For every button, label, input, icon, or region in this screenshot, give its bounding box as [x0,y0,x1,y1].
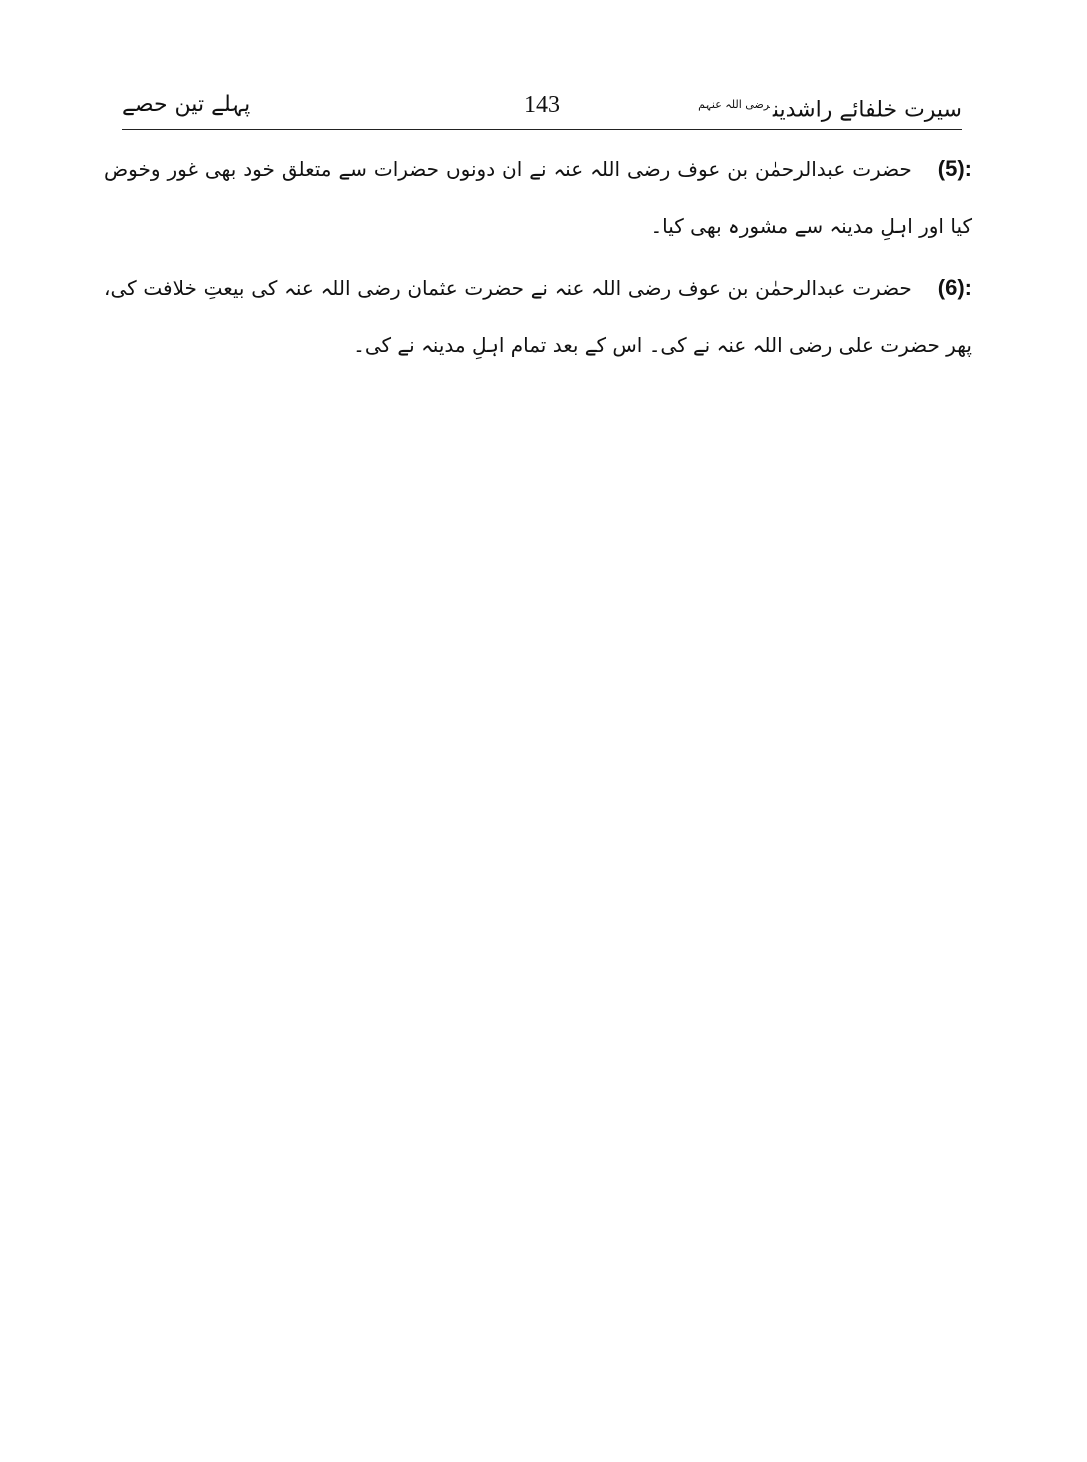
section-title: پہلے تین حصے [122,92,251,117]
body-text [104,140,972,378]
honorific-mark: رضی اللہ عنہم [698,98,770,111]
paragraph-text: حضرت عبدالرحمٰن بن عوف رضی اللہ عنہ نے حضرت عثمان رضی اللہ عنہ کی بیعتِ خلافت کی، پھر حضرت علی رضی اللہ عنہ نے کی۔ اس کے بعد تمام اہلِ مدینہ نے کی۔ [104,276,972,357]
paragraph-number: (5): [937,156,972,181]
paragraph-5 [104,140,972,255]
page-header [122,88,962,130]
paragraph-text: حضرت عبدالرحمٰن بن عوف رضی اللہ عنہ نے ان دونوں حضرات سے متعلق خود بھی غور وخوض کیا اور اہلِ مدینہ سے مشورہ بھی کیا۔ [104,157,972,238]
book-title: سیرت خلفائے راشدین [772,97,962,123]
paragraph-6 [104,259,972,374]
page-number: 143 [524,92,560,118]
header-divider [122,129,962,130]
paragraph-number: (6): [937,275,972,300]
